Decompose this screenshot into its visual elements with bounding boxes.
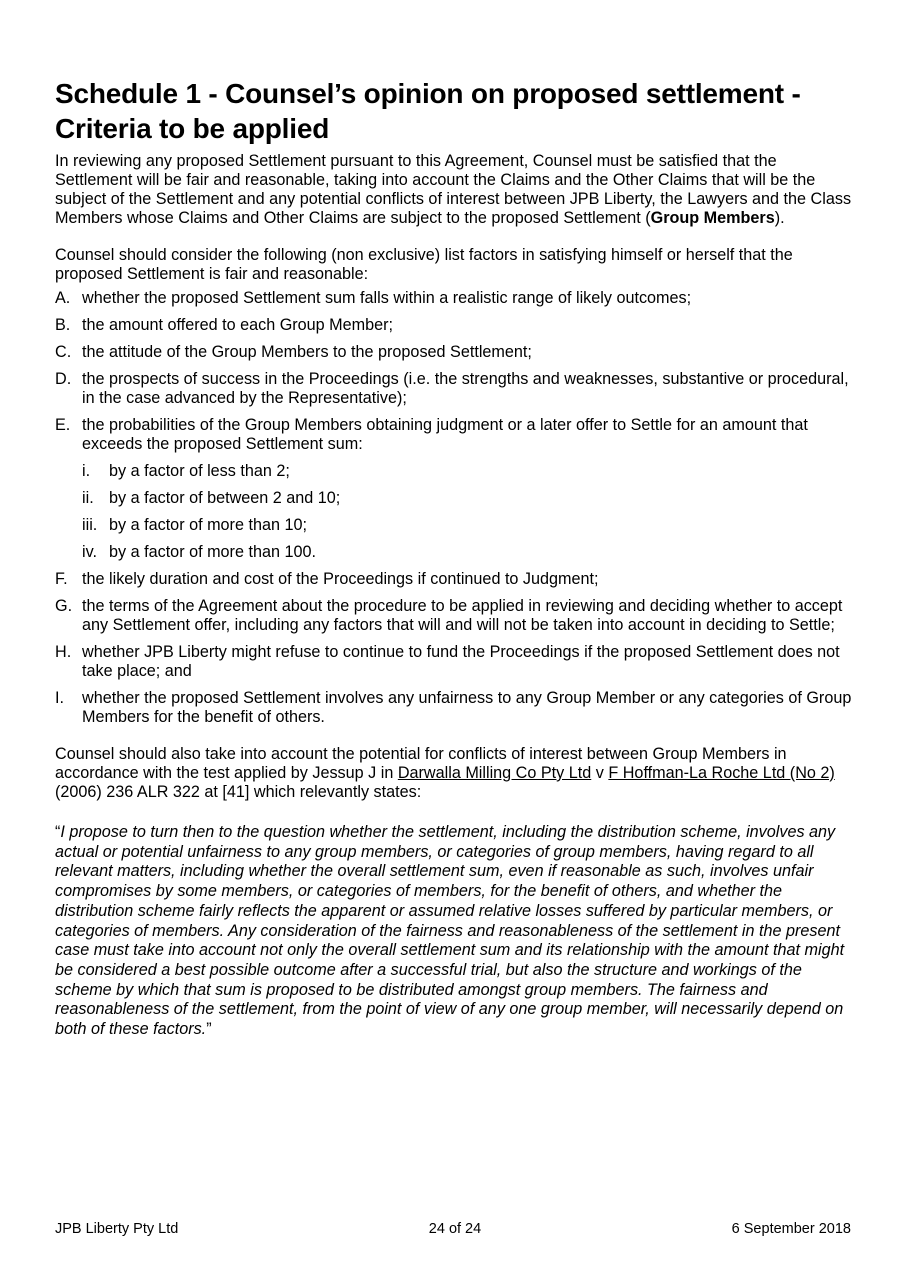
factor-item-f	[55, 570, 855, 589]
list-marker: F.	[55, 570, 68, 588]
subfactor-text: by a factor of more than 100.	[109, 543, 316, 561]
factors-list	[55, 289, 855, 727]
factor-item-d	[55, 370, 855, 408]
footer-date: 6 September 2018	[731, 1221, 851, 1237]
subfactor-item-iii	[82, 516, 855, 535]
conflicts-paragraph	[55, 745, 855, 802]
factor-text: whether the proposed Settlement sum falls within a realistic range of likely outcomes;	[82, 289, 692, 307]
intro-end: ).	[774, 209, 785, 227]
list-marker: E.	[55, 416, 71, 434]
page-footer	[55, 1220, 851, 1238]
case-versus: v	[591, 764, 609, 782]
list-marker: iv.	[82, 543, 97, 561]
schedule-title: Schedule 1 - Counsel’s opinion on proposed settlement - Criteria to be applied	[55, 78, 801, 144]
factor-item-b	[55, 316, 855, 335]
subfactor-item-i	[82, 462, 855, 481]
list-marker: D.	[55, 370, 72, 388]
footer-company: JPB Liberty Pty Ltd	[55, 1221, 179, 1237]
subfactor-text: by a factor of between 2 and 10;	[109, 489, 341, 507]
close-quote: ”	[206, 1020, 212, 1039]
document-page	[55, 76, 855, 1040]
list-marker: iii.	[82, 516, 98, 534]
factor-text: the attitude of the Group Members to the proposed Settlement;	[82, 343, 532, 361]
open-quote: “	[55, 823, 61, 841]
list-marker: B.	[55, 316, 71, 334]
factor-text: the amount offered to each Group Member;	[82, 316, 394, 334]
subfactor-item-ii	[82, 489, 855, 508]
list-marker: ii.	[82, 489, 94, 507]
list-marker: G.	[55, 597, 73, 615]
factor-item-g	[55, 597, 855, 635]
footer-page-number: 24 of 24	[428, 1221, 482, 1237]
defined-term-group-members: Group Members	[650, 209, 775, 227]
factors-intro: Counsel should consider the following (non exclusive) list factors in satisfying himself or herself that the proposed Settlement is fair and reasonable:	[55, 246, 793, 283]
factor-text: whether the proposed Settlement involves any unfairness to any Group Member or any categories of Group Members for the benefit of others.	[82, 689, 852, 726]
list-marker: I.	[55, 689, 64, 707]
intro-text: In reviewing any proposed Settlement pursuant to this Agreement, Counsel must be satisfied that the Settlement will be fair and reasonable, taking into account the Claims and the Other Claims that will be the subject of the Settlement and any potential conflicts of interest between JPB Liberty, the Lawyers and the Class Members whose Claims and Other Claims are subject to the proposed Settlement (	[55, 152, 852, 227]
factor-text: the terms of the Agreement about the procedure to be applied in reviewing and deciding whether to accept any Settlement offer, including any factors that will and will not be taken into account in deciding to Settle;	[82, 597, 843, 634]
quote-text: I propose to turn then to the question whether the settlement, including the distribution scheme, involves any actual or potential unfairness to any group members, or categories of group members, having regard to all relevant matters, including whether the overall settlement sum, even if reasonable as such, involves unfair compromises by some members, or categories of members, for the benefit of others, and whether the distribution scheme fairly reflects the apparent or assumed relative losses suffered by particular members, or categories of members. Any consideration of the fairness and reasonableness of the settlement in the present case must take into account not only the overall settlement sum and its relationship with the amount that might be considered a best possible outcome after a successful trial, but also the structure and workings of the scheme by which that sum is proposed to be distributed amongst group members. The fairness and reasonableness of the settlement, from the point of view of any one group member, will necessarily depend on both of these factors.	[55, 823, 845, 1039]
factor-text: the probabilities of the Group Members obtaining judgment or a later offer to Settle for an amount that exceeds the proposed Settlement sum:	[82, 416, 808, 453]
factor-text: the likely duration and cost of the Proceedings if continued to Judgment;	[82, 570, 599, 588]
factor-item-a	[55, 289, 855, 308]
subfactor-text: by a factor of more than 10;	[109, 516, 307, 534]
factor-text: whether JPB Liberty might refuse to continue to fund the Proceedings if the proposed Settlement does not take place; and	[82, 643, 840, 680]
list-marker: H.	[55, 643, 72, 661]
case-party-hoffman: F Hoffman-La Roche Ltd (No 2)	[608, 764, 835, 782]
conflicts-text: Counsel should also take into account the potential for conflicts of interest between Group Members in accordance with the test applied by Jessup J in	[55, 745, 787, 782]
factor-item-h	[55, 643, 855, 681]
case-citation: (2006) 236 ALR 322 at [41] which relevantly states:	[55, 783, 422, 801]
list-marker: C.	[55, 343, 72, 361]
subfactors-list	[82, 462, 855, 562]
subfactor-item-iv	[82, 543, 855, 562]
factor-item-e	[55, 416, 855, 562]
factor-item-i	[55, 689, 855, 727]
case-party-darwalla: Darwalla Milling Co Pty Ltd	[397, 764, 592, 782]
factor-item-c	[55, 343, 855, 362]
subfactor-text: by a factor of less than 2;	[109, 462, 290, 480]
intro-paragraph	[55, 152, 855, 228]
judgment-quote	[55, 823, 855, 1040]
list-marker: i.	[82, 462, 91, 480]
factor-text: the prospects of success in the Proceedings (i.e. the strengths and weaknesses, substantive or procedural, in the case advanced by the Representative);	[82, 370, 849, 407]
list-marker: A.	[55, 289, 71, 307]
